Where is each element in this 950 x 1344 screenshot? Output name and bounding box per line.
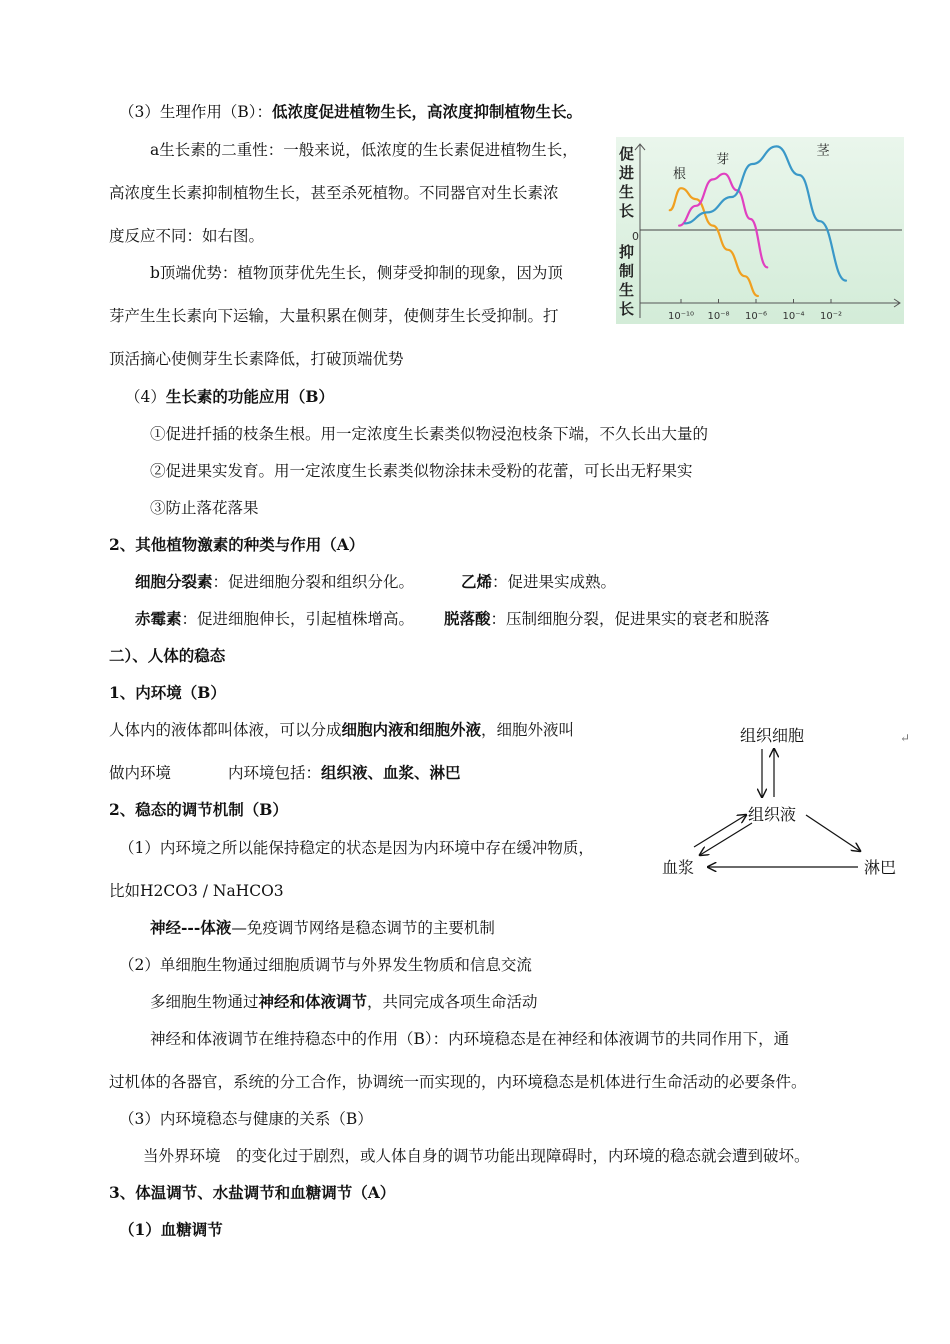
env-line2-b: 内环境包括： (228, 764, 322, 782)
physio-heading-bold: 低浓度促进植物生长，高浓度抑制植物生长。 (272, 102, 583, 121)
gibberellin-desc: ：促进细胞伸长，引起植株增高。 (181, 610, 415, 628)
apply-heading-prefix: （4） (125, 388, 166, 406)
y-label-inhibit-char: 制 (619, 262, 635, 280)
internal-env-line-2b (228, 763, 461, 783)
reg1-line3-bold: 神经---体液 (150, 918, 232, 937)
series-label-2: 芽 (716, 152, 730, 168)
series-label-3: 茎 (816, 143, 830, 159)
node-tissue-fluid: 组织液 (748, 805, 797, 824)
regulation-heading: 2、稳态的调节机制（B） (109, 800, 288, 819)
apical-line-1: b顶端优势：植物顶芽优先生长，侧芽受抑制的现象，因为顶 (150, 264, 563, 282)
gibberellin-name: 赤霉素 (135, 609, 182, 628)
reg1-line-2: 比如H2CO3 / NaHCO3 (109, 882, 284, 900)
other-hormones-heading: 2、其他植物激素的种类与作用（A） (109, 535, 365, 554)
env-line1-b: 细胞内液和细胞外液 (341, 720, 482, 739)
y-label-promote-char: 生 (619, 183, 635, 201)
duality-line-2: 高浓度生长素抑制植物生长，甚至杀死植物。不同器官对生长素浓 (109, 184, 559, 202)
node-plasma: 血浆 (662, 858, 695, 877)
node-lymph: 淋巴 (864, 858, 897, 877)
physio-heading (119, 102, 582, 122)
apply-heading-bold: 生长素的功能应用（B） (165, 387, 334, 406)
x-tick-label: 10⁻² (819, 311, 843, 322)
blood-sugar-heading (119, 1220, 223, 1240)
y-label-promote-char: 促 (619, 145, 635, 163)
hormone-row-1 (135, 572, 414, 592)
reg2-line-4: 过机体的各器官，系统的分工合作，协调统一而实现的，内环境稳态是机体进行生命活动的必要条件。 (109, 1073, 807, 1091)
env-line2-c: 组织液、血浆、淋巴 (321, 763, 461, 782)
reg3-line-2: 当外界环境 的变化过于剧烈，或人体自身的调节功能出现障碍时，内环境的稳态就会遭到破坏。 (143, 1147, 810, 1165)
reg2-line-3: 神经和体液调节在维持稳态中的作用（B）：内环境稳态是在神经和体液调节的共同作用下，通 (150, 1030, 790, 1048)
return-mark: ↵ (900, 731, 911, 745)
apply-item-1: ①促进扦插的枝条生根。用一定浓度生长素类似物浸泡枝条下端，不久长出大量的 (150, 425, 709, 443)
reg2-line2-c: ，共同完成各项生命活动 (367, 993, 538, 1011)
reg1-line-3 (150, 918, 495, 938)
reg3-line-1: （3）内环境稳态与健康的关系（B） (119, 1110, 373, 1128)
cytokinin-desc: ：促进细胞分裂和组织分化。 (212, 573, 415, 591)
y-label-inhibit-char: 生 (619, 281, 635, 299)
x-tick-label: 10⁻⁸ (707, 311, 730, 322)
ethylene-desc: ：促进果实成熟。 (492, 573, 617, 591)
zero-label: 0 (632, 230, 639, 243)
y-label-inhibit-char: 抑 (619, 243, 635, 261)
series-label-1: 根 (673, 167, 687, 183)
reg1-line3-rest: —免疫调节网络是稳态调节的主要机制 (231, 919, 495, 937)
apical-line-3: 顶活摘心使侧芽生长素降低，打破顶端优势 (109, 350, 404, 368)
hormone-row-1b (461, 572, 616, 592)
y-label-promote (618, 145, 634, 220)
duality-line-1: a生长素的二重性：一般来说，低浓度的生长素促进植物生长， (150, 141, 578, 159)
env-line1-c: ，细胞外液叫 (481, 721, 575, 739)
auxin-concentration-chart (616, 137, 904, 324)
arrow-fluid-to-lymph (806, 815, 860, 851)
blood-sugar-title: （1）血糖调节 (119, 1220, 223, 1239)
physio-heading-prefix: （3）生理作用（B）： (119, 103, 273, 121)
reg2-line-1: （2）单细胞生物通过细胞质调节与外界发生物质和信息交流 (119, 956, 532, 974)
reg2-line-2 (150, 992, 538, 1012)
apply-item-3: ③防止落花落果 (150, 499, 259, 517)
y-label-inhibit-char: 长 (619, 300, 635, 318)
apply-item-2: ②促进果实发育。用一定浓度生长素类似物涂抹未受粉的花蕾，可长出无籽果实 (150, 462, 693, 480)
regulation-types-heading: 3、体温调节、水盐调节和血糖调节（A） (109, 1183, 396, 1202)
internal-env-line-2a: 做内环境 (109, 764, 172, 782)
hormone-row-2 (135, 609, 414, 629)
internal-environment-diagram (650, 715, 920, 890)
hormone-row-2b (444, 609, 770, 629)
abscisic-desc: ：压制细胞分裂，促进果实的衰老和脱落 (490, 610, 770, 628)
y-label-promote-char: 长 (619, 202, 635, 220)
x-tick-label: 10⁻¹⁰ (667, 311, 695, 322)
internal-env-line-1 (109, 720, 574, 740)
homeostasis-heading: 二）、人体的稳态 (109, 646, 226, 665)
abscisic-name: 脱落酸 (444, 609, 491, 628)
x-tick-label: 10⁻⁴ (782, 311, 805, 322)
ethylene-name: 乙烯 (461, 572, 493, 591)
y-label-promote-char: 进 (619, 164, 635, 182)
duality-line-3: 度反应不同：如右图。 (109, 227, 265, 245)
reg2-line2-a: 多细胞生物通过 (150, 993, 259, 1011)
apical-line-2: 芽产生生长素向下运输，大量积累在侧芽，使侧芽生长受抑制。打 (109, 307, 559, 325)
env-line1-a: 人体内的液体都叫体液，可以分成 (109, 721, 342, 739)
apply-heading (125, 387, 334, 407)
reg2-line2-b: 神经和体液调节 (258, 992, 368, 1011)
y-label-inhibit (619, 243, 634, 318)
node-tissue-cell: 组织细胞 (740, 726, 805, 745)
internal-env-heading: 1、内环境（B） (109, 683, 226, 702)
cytokinin-name: 细胞分裂素 (135, 572, 213, 591)
x-tick-label: 10⁻⁶ (744, 311, 768, 322)
reg1-line-1: （1）内环境之所以能保持稳定的状态是因为内环境中存在缓冲物质， (119, 839, 594, 857)
